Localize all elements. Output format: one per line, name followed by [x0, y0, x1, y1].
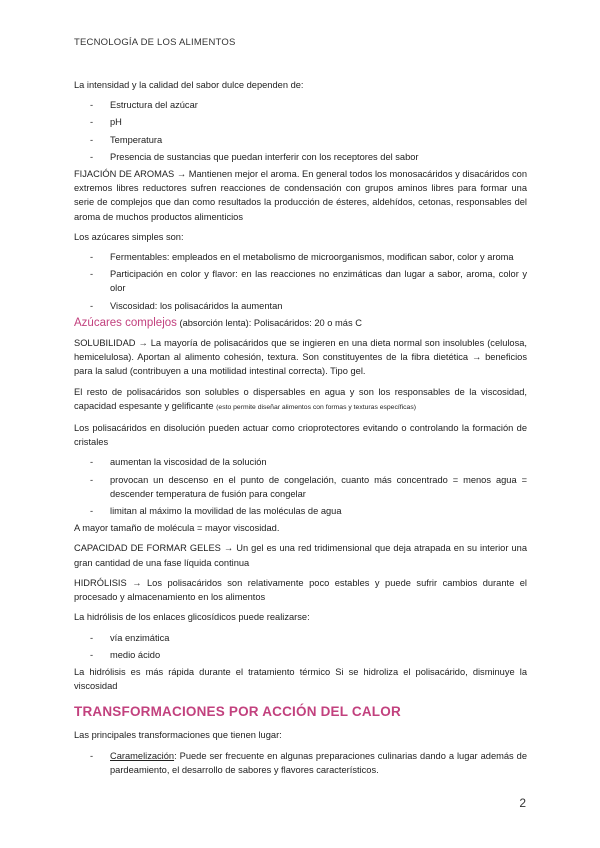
page-number: 2 — [519, 796, 526, 810]
intro-paragraph: La intensidad y la calidad del sabor dulce dependen de: — [74, 80, 304, 90]
list-item: - medio ácido — [90, 649, 161, 660]
list-item: - aumentan la viscosidad de la solución — [90, 457, 267, 468]
page-header: TECNOLOGÍA DE LOS ALIMENTOS — [74, 37, 236, 48]
resto-paragraph: El resto de polisacáridos son solubles o dispersables en agua y son los responsables de la viscosidad, capacidad espesante y gelificante (esto permite diseñar alimentos con formas y texturas específicas) — [74, 386, 527, 411]
hidrolisis-paragraph: HIDRÓLISIS → Los polisacáridos son relativamente poco estables y puede sufrir cambios durante el procesado y almacenamiento en los alimentos — [74, 577, 527, 603]
list-item: - Temperatura — [90, 134, 163, 145]
list-item: - Fermentables: empleados en el metabolismo de microorganismos, modifican sabor, color y aroma — [90, 252, 514, 263]
flavor-factors-list — [74, 98, 527, 164]
list-item: - provocan un descenso en el punto de congelación, cuanto más concentrado = menos agua = descender temperatura de fusión para congelar — [90, 474, 527, 499]
list-item: - vía enzimática — [90, 632, 170, 643]
simples-intro: Los azúcares simples son: — [74, 231, 184, 242]
page-content — [74, 78, 527, 780]
crio-intro: Los polisacáridos en disolución pueden actuar como crioprotectores evitando o controlando la formación de cristales — [74, 423, 527, 448]
hidrolisis-rapida: La hidrólisis es más rápida durante el tratamiento térmico Si se hidroliza el polisacárido, disminuye la viscosidad — [74, 666, 527, 692]
list-item: - Estructura del azúcar — [90, 100, 198, 111]
section-title: TRANSFORMACIONES POR ACCIÓN DEL CALOR — [74, 704, 401, 720]
list-item: - Caramelización: Puede ser frecuente en algunas preparaciones culinarias dando a lugar además de pardeamiento, el desarrollo de sabores y flavores característicos. — [90, 750, 527, 775]
list-item: - Presencia de sustancias que puedan interferir con los receptores del sabor — [90, 151, 419, 162]
solubilidad-paragraph: SOLUBILIDAD → La mayoría de polisacáridos que se ingieren en una dieta normal son insolubles (celulosa, hemicelulosa). Aportan al alimento cohesión, textura. Son constituyentes de la fibra dietética → beneficios para la salud (contribuyen a una motilidad intestinal correcta). Tipo gel. — [74, 338, 527, 377]
complex-sugars-heading: Azúcares complejos (absorción lenta): Polisacáridos: 20 o más C — [74, 316, 362, 329]
list-item: - Viscosidad: los polisacáridos la aumentan — [90, 300, 283, 311]
crio-list — [74, 455, 527, 518]
mayor-tamano: A mayor tamaño de molécula = mayor viscosidad. — [74, 523, 280, 534]
simple-sugars-list — [74, 250, 527, 313]
list-item: - pH — [90, 117, 122, 128]
list-item: - limitan al máximo la movilidad de las moléculas de agua — [90, 506, 342, 517]
transformations-list — [74, 749, 527, 777]
hidrolisis-list — [74, 631, 527, 662]
transformations-intro: Las principales transformaciones que tienen lugar: — [74, 730, 282, 741]
geles-paragraph: CAPACIDAD DE FORMAR GELES → Un gel es una red tridimensional que deja atrapada en su interior una gran cantidad de una fase líquida continua — [74, 543, 527, 568]
fijacion-paragraph: FIJACIÓN DE AROMAS → Mantienen mejor el aroma. En general todos los monosacáridos y disacáridos con extremos libres reductores sufren reacciones de condensación con grupos aminos libres para formar una serie de complejos que dan como resultados la producción de ésteres, aldehídos, cetonas, responsables del aroma de muchos productos alimenticios — [74, 169, 527, 222]
hidrolisis-intro: La hidrólisis de los enlaces glicosídicos puede realizarse: — [74, 612, 310, 623]
list-item: - Participación en color y flavor: en las reacciones no enzimáticas dan lugar a sabor, aroma, color y olor — [90, 269, 527, 294]
